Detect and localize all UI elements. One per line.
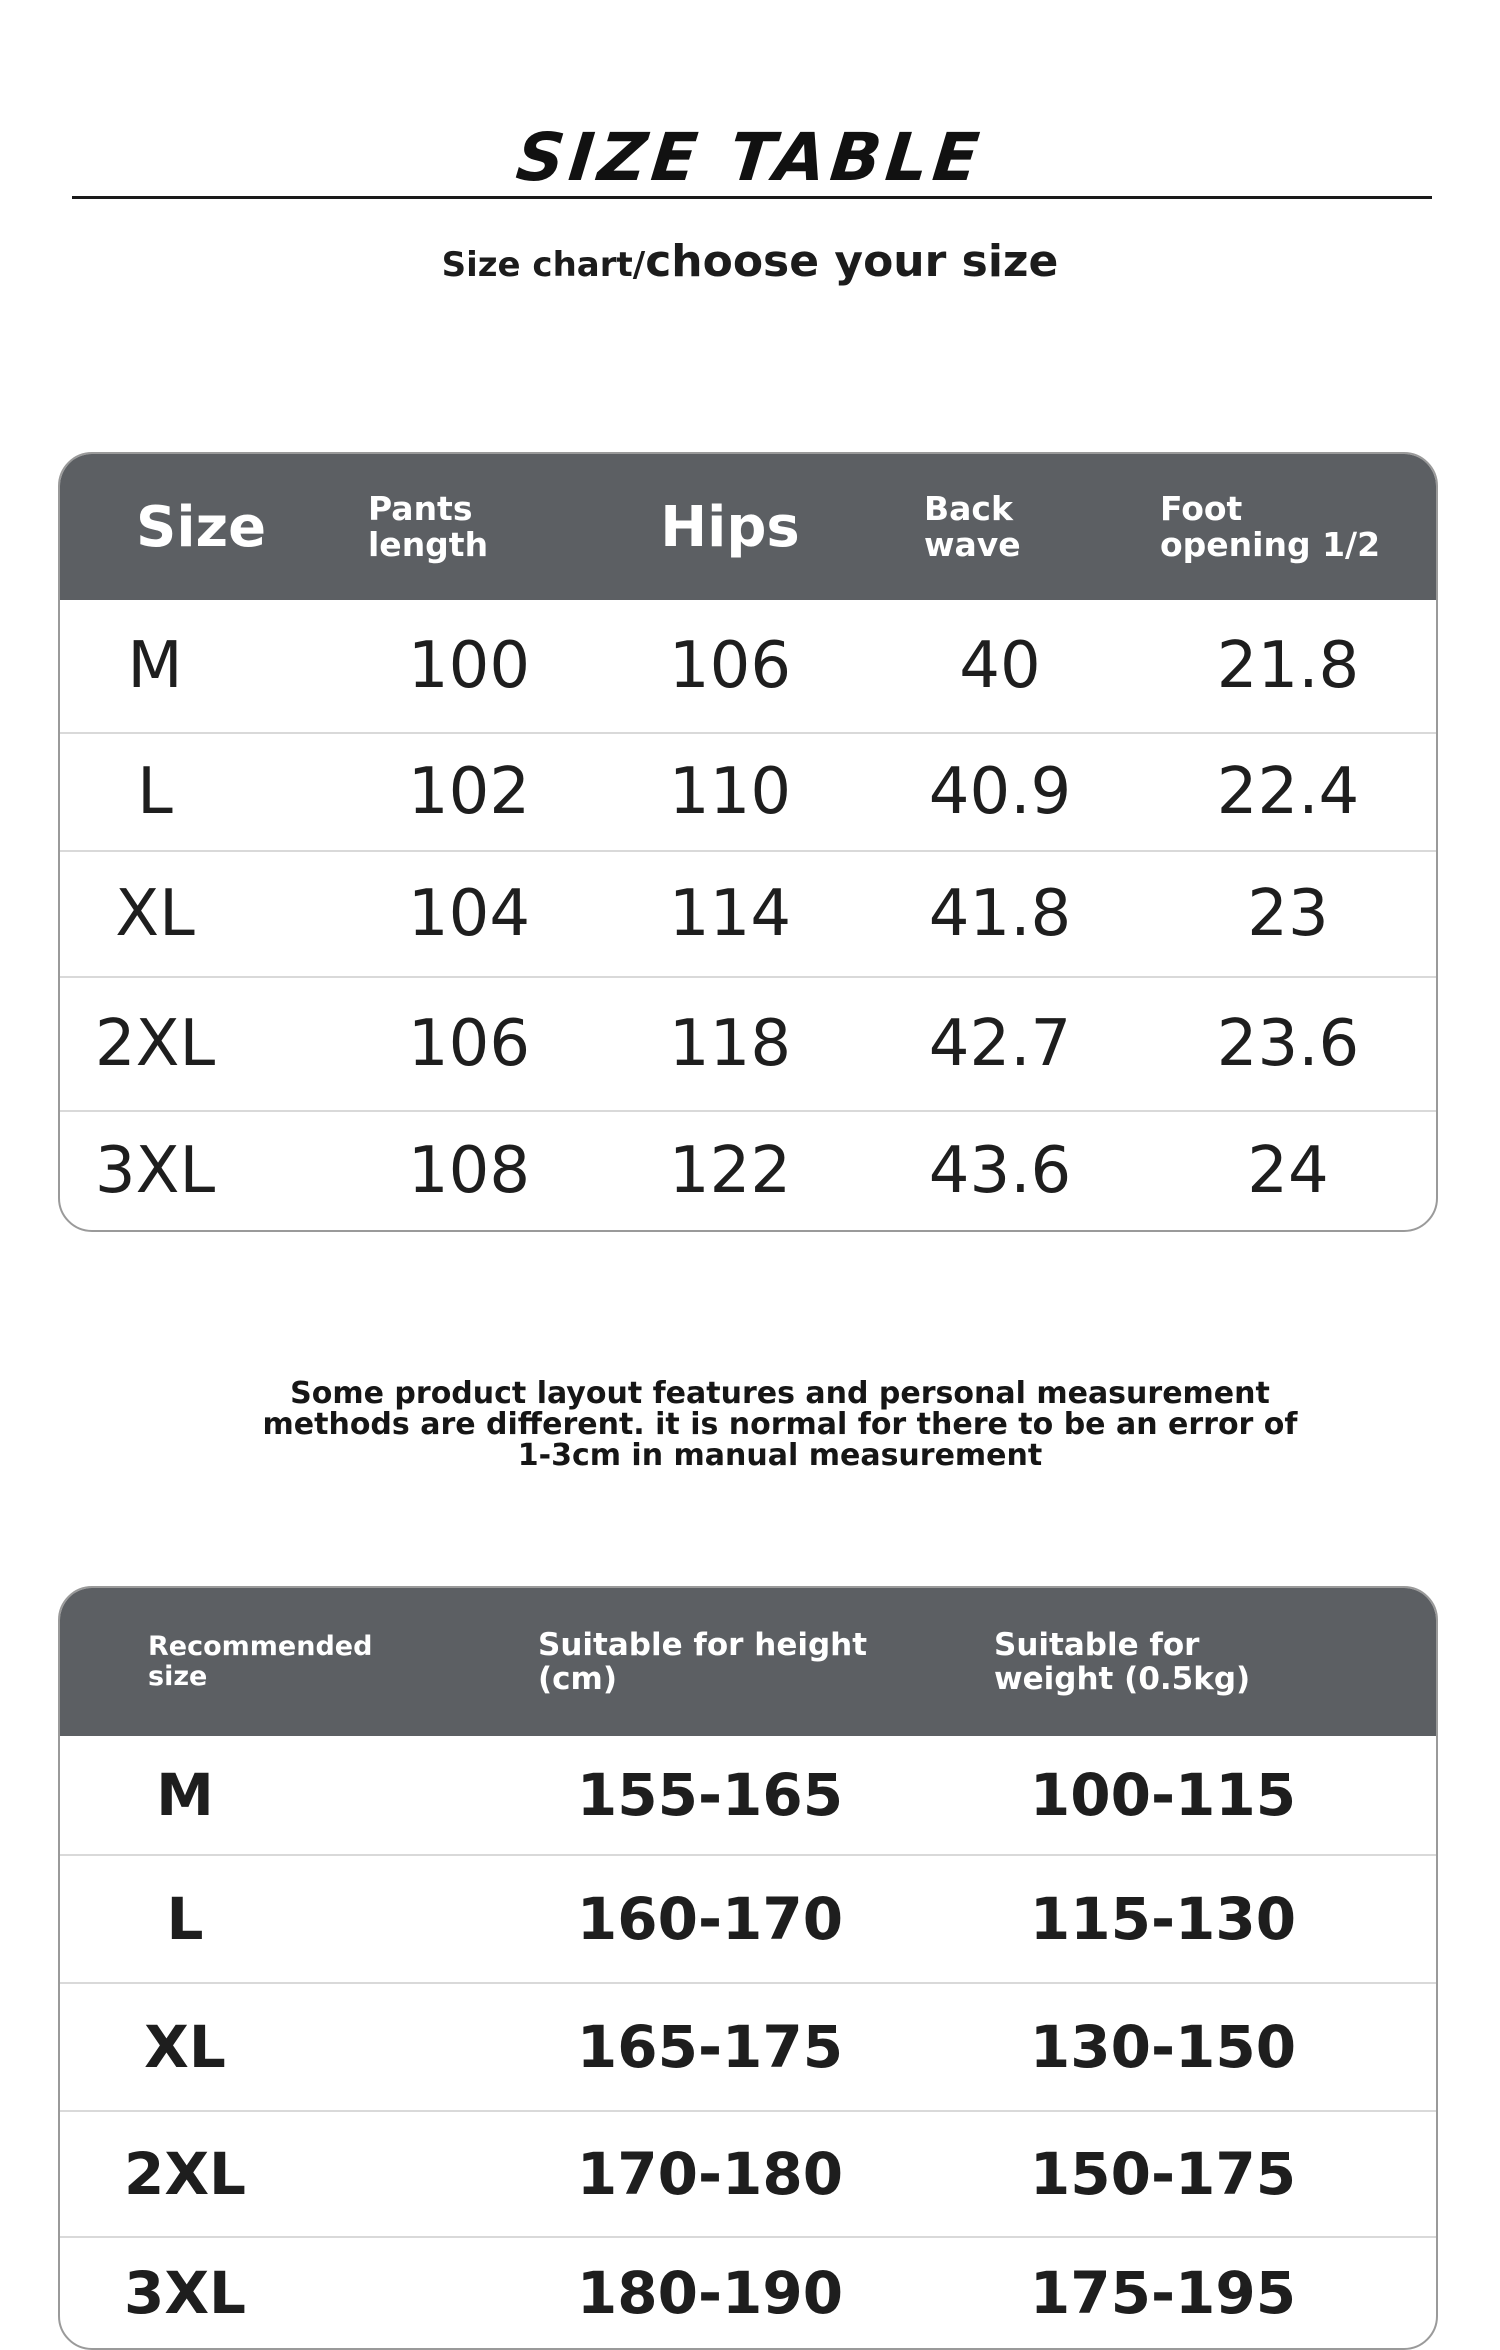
table-cell-weight: 100-115 (1029, 1761, 1297, 1829)
recommend-table-header (60, 1588, 1436, 1736)
page-subtitle (0, 236, 1500, 287)
table-row (60, 850, 1436, 976)
header-pants-length: Pants length (368, 489, 489, 564)
table-cell-weight: 175-195 (1029, 2259, 1297, 2327)
page-title: SIZE TABLE (512, 119, 988, 196)
table-cell-height: 180-190 (576, 2259, 844, 2327)
header-height: Suitable for height (cm) (538, 1627, 868, 1697)
table-row (60, 1854, 1436, 1982)
table-cell-foot-opening: 21.8 (1216, 629, 1360, 703)
table-cell-back-wave: 41.8 (928, 877, 1072, 951)
table-cell-hips: 114 (668, 877, 792, 951)
table-cell-size: M (127, 629, 183, 703)
table-row (60, 1982, 1436, 2110)
header-recommended-size: Recommended size (148, 1631, 373, 1692)
header-foot-opening: Foot opening 1/2 (1160, 489, 1381, 564)
table-cell-foot-opening: 22.4 (1216, 755, 1360, 829)
title-divider (72, 196, 1432, 199)
table-cell-size: M (156, 1761, 214, 1829)
table-cell-hips: 106 (668, 629, 792, 703)
table-row (60, 976, 1436, 1110)
size-measurement-table (58, 452, 1438, 1232)
note-line: 1-3cm in manual measurement (517, 1438, 1043, 1473)
table-row (60, 1736, 1436, 1854)
table-cell-hips: 118 (668, 1007, 792, 1081)
table-cell-foot-opening: 24 (1247, 1134, 1329, 1208)
table-cell-height: 160-170 (576, 1885, 844, 1953)
recommend-table-body (60, 1736, 1436, 2348)
table-cell-foot-opening: 23.6 (1216, 1007, 1360, 1081)
table-row (60, 2236, 1436, 2348)
table-cell-size: 2XL (94, 1007, 216, 1081)
table-cell-height: 155-165 (576, 1761, 844, 1829)
table-cell-back-wave: 43.6 (928, 1134, 1072, 1208)
table-cell-size: XL (144, 2013, 226, 2081)
table-cell-weight: 130-150 (1029, 2013, 1297, 2081)
table-cell-height: 165-175 (576, 2013, 844, 2081)
header-size: Size (136, 494, 267, 560)
note-line: Some product layout features and personal measurement (290, 1376, 1270, 1411)
table-cell-size: 3XL (123, 2259, 247, 2327)
table-cell-weight: 115-130 (1029, 1885, 1297, 1953)
table-cell-foot-opening: 23 (1247, 877, 1329, 951)
table-cell-back-wave: 40 (959, 629, 1041, 703)
header-weight: Suitable for weight (0.5kg) (994, 1627, 1251, 1697)
table-cell-pants-length: 100 (407, 629, 531, 703)
table-cell-size: L (137, 755, 173, 829)
table-cell-size: L (166, 1885, 204, 1953)
table-cell-back-wave: 40.9 (928, 755, 1072, 829)
table-cell-size: 2XL (123, 2140, 247, 2208)
table-cell-hips: 110 (668, 755, 792, 829)
measurement-note (0, 1378, 1500, 1471)
header-back-wave: Back wave (924, 489, 1021, 564)
table-cell-pants-length: 102 (407, 755, 531, 829)
table-cell-size: XL (115, 877, 195, 951)
table-cell-pants-length: 104 (407, 877, 531, 951)
subtitle-choose-size: choose your size (645, 236, 1059, 287)
table-cell-pants-length: 108 (407, 1134, 531, 1208)
table-cell-size: 3XL (94, 1134, 216, 1208)
table-cell-weight: 150-175 (1029, 2140, 1297, 2208)
table-row (60, 600, 1436, 732)
table-cell-pants-length: 106 (407, 1007, 531, 1081)
note-line: methods are different. it is normal for there to be an error of (262, 1407, 1298, 1442)
size-table-body (60, 600, 1436, 1230)
table-row (60, 732, 1436, 850)
table-row (60, 1110, 1436, 1230)
header-hips: Hips (660, 494, 800, 560)
table-cell-hips: 122 (668, 1134, 792, 1208)
subtitle-size-chart: Size chart/ (441, 245, 646, 285)
table-row (60, 2110, 1436, 2236)
size-table-header (60, 454, 1436, 600)
table-cell-back-wave: 42.7 (928, 1007, 1072, 1081)
recommended-size-table (58, 1586, 1438, 2350)
table-cell-height: 170-180 (576, 2140, 844, 2208)
